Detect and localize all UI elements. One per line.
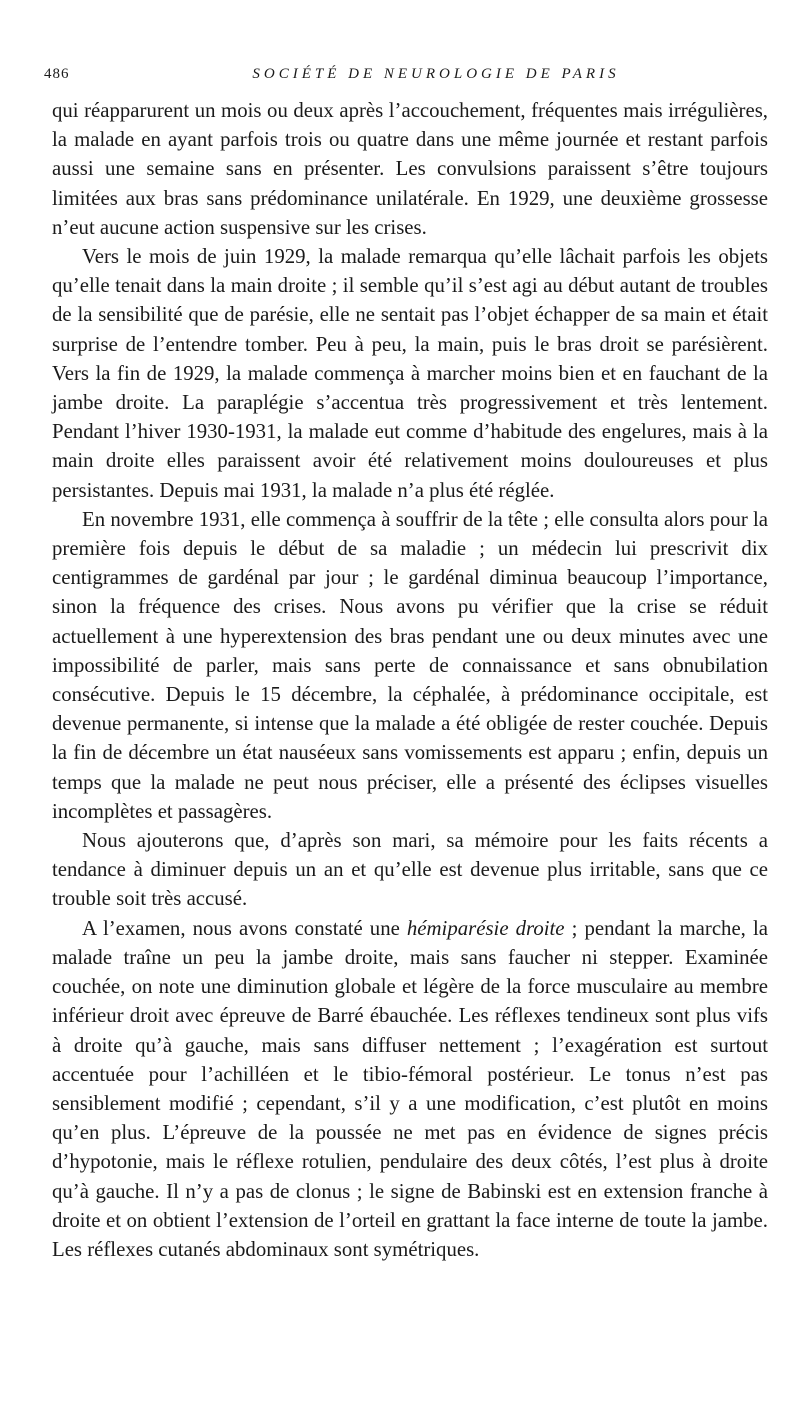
page-number: 486 [44, 66, 70, 82]
paragraph: Vers le mois de juin 1929, la malade remarqua qu’elle lâchait parfois les objets qu’elle tenait dans la main droite ; il semble qu’il s’est agi au début autant de troubles de la sensibilité que de parésie, elle ne sentait pas l’objet échapper de sa main et était surprise de l’entendre tomber. Peu à peu, la main, puis le bras droit se parésièrent. Vers la fin de 1929, la malade commença à marcher moins bien et en fauchant de la jambe droite. La paraplégie s’accentua très progressivement et très lentement. Pendant l’hiver 1930-1931, la malade eut comme d’habitude des engelures, mais à la main droite elles paraissent avoir été relativement moins douloureuses et plus persistantes. Depuis mai 1931, la malade n’a plus été réglée. [52, 245, 768, 502]
paragraph-text-end: ; pendant la marche, la malade traîne un peu la jambe droite, mais sans faucher ni stepper. Examinée couchée, on note une diminution globale et légère de la force musculaire au membre inférieur droit avec épreuve de Barré ébauchée. Les réflexes tendineux sont plus vifs à droite qu’à gauche, mais sans diffuser nettement ; l’exagération est surtout accentuée pour l’achilléen et le tibio-fémoral postérieur. Le tonus n’est pas sensiblement modifié ; cependant, s’il y a une modification, c’est plutôt en moins qu’en plus. L’épreuve de la poussée ne met pas en évidence de signes précis d’hypotonie, mais le réflexe rotulien, pendulaire des deux côtés, l’est plus à droite qu’à gauche. Il n’y a pas de clonus ; le signe de Babinski est en extension franche à droite et on obtient l’extension de l’orteil en grattant la face interne de toute la jambe. Les réflexes cutanés abdominaux sont symétriques. [52, 916, 768, 1261]
paragraph-continuation: qui réapparurent un mois ou deux après l’accouchement, fréquentes mais irrégulières, la malade en ayant parfois trois ou quatre dans une même journée et restant parfois aussi une semaine sans en présenter. Les convulsions paraissent s’être toujours limitées aux bras sans prédominance unilatérale. En 1929, une deuxième grossesse n’eut aucune action suspensive sur les crises. [52, 99, 768, 239]
running-head [44, 66, 764, 90]
paragraph-text-start: A l’examen, nous avons constaté une [82, 916, 407, 940]
paragraph: En novembre 1931, elle commença à souffrir de la tête ; elle consulta alors pour la première fois depuis le début de sa maladie ; un médecin lui prescrivit dix centigrammes de gardénal par jour ; le gardénal diminua beaucoup l’importance, sinon la fréquence des crises. Nous avons pu vérifier que la crise se réduit actuellement à une hyperextension des bras pendant une ou deux minutes avec une impossibilité de parler, mais sans perte de connaissance et sans obnubilation consécutive. Depuis le 15 décembre, la céphalée, à prédominance occipitale, est devenue permanente, si intense que la malade a été obligée de rester couchée. Depuis la fin de décembre un état nauséeux sans vomissements est apparu ; enfin, depuis un temps que la malade ne peut nous préciser, elle a présenté des éclipses visuelles incomplètes et passagères. [52, 507, 768, 823]
emphasized-diagnosis: hémiparésie droite [406, 916, 565, 940]
journal-title: SOCIÉTÉ DE NEUROLOGIE DE PARIS [252, 66, 620, 82]
body-text [52, 96, 768, 1264]
paragraph-examination [52, 914, 768, 1264]
paragraph: Nous ajouterons que, d’après son mari, sa mémoire pour les faits récents a tendance à diminuer depuis un an et qu’elle est devenue plus irritable, sans que ce trouble soit très accusé. [52, 829, 768, 911]
